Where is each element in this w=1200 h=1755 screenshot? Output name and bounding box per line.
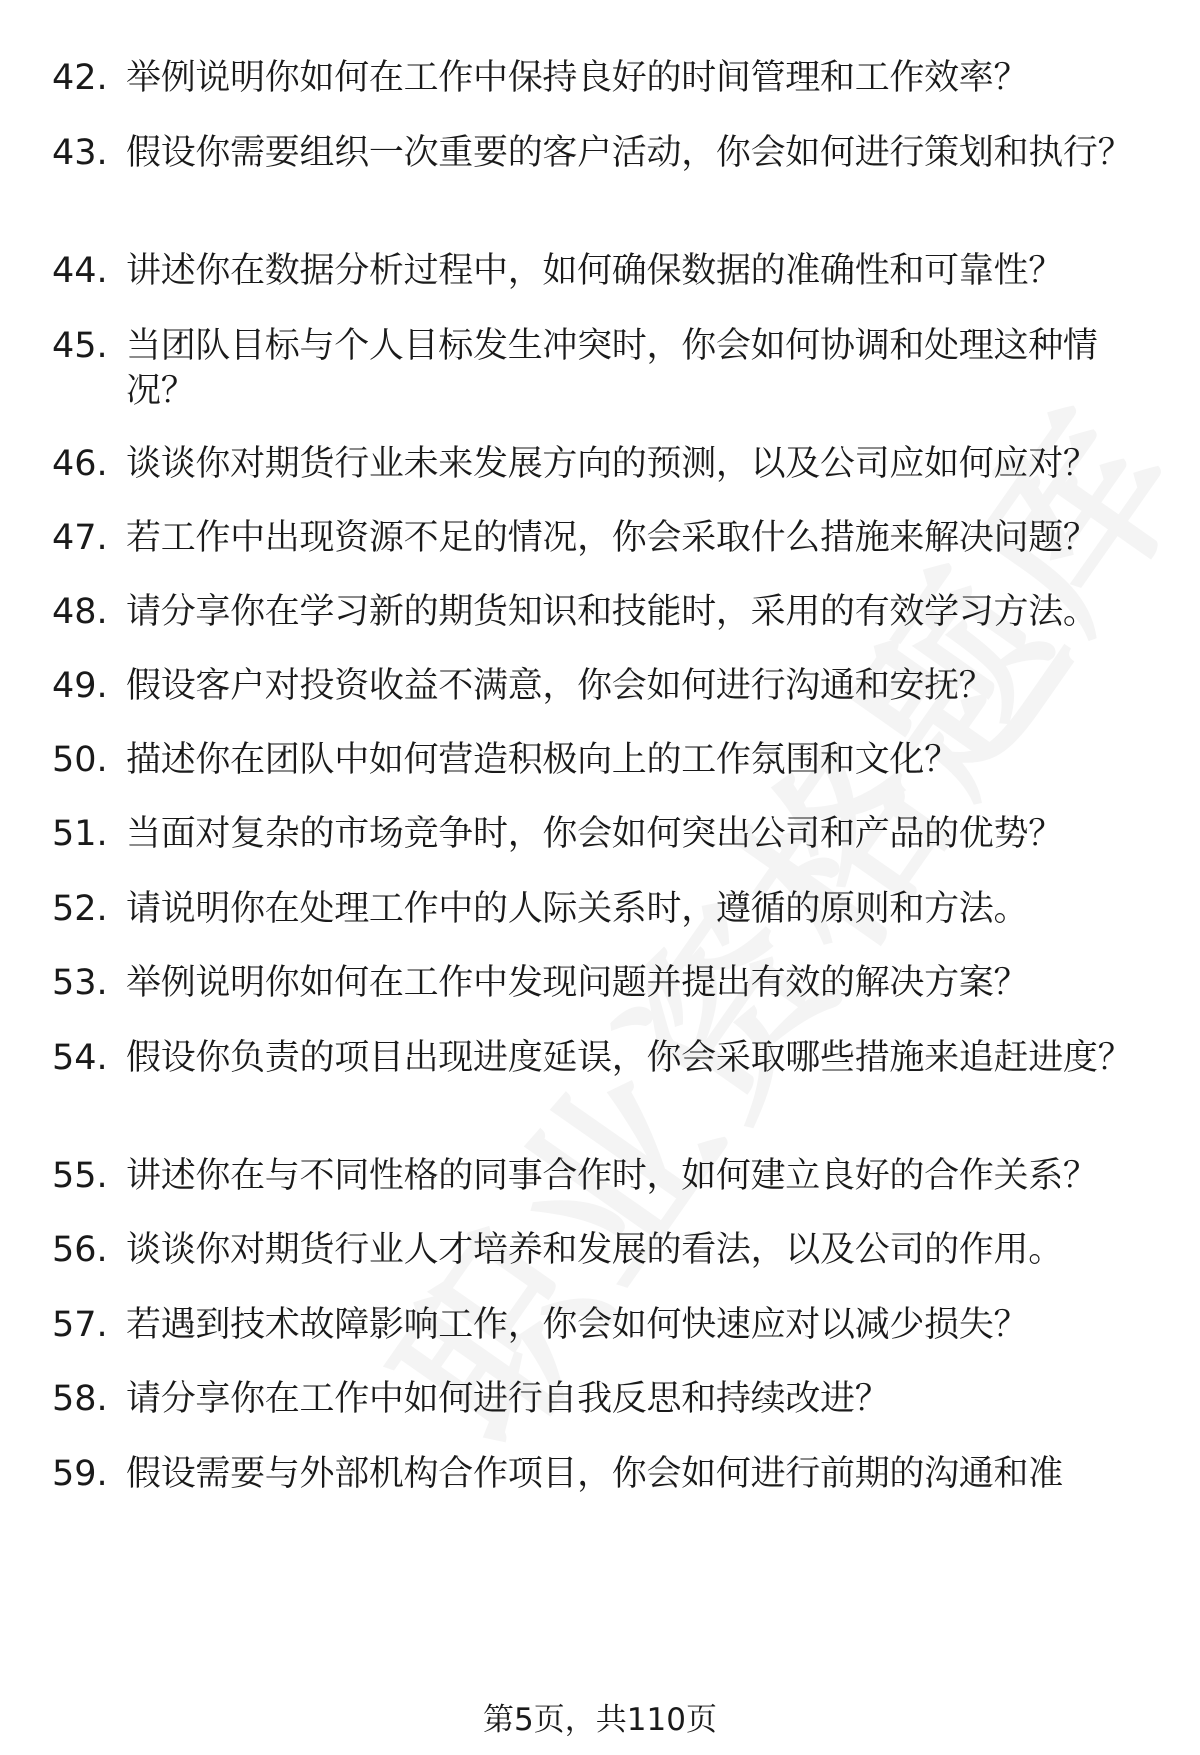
question-text: 举例说明你如何在工作中保持良好的时间管理和工作效率？ xyxy=(126,58,1029,98)
question-text: 举例说明你如何在工作中发现问题并提出有效的解决方案？ xyxy=(126,963,1029,1003)
question-text: 当面对复杂的市场竞争时，你会如何突出公司和产品的优势？ xyxy=(126,814,1063,854)
page-number-footer: 第5页，共110页 xyxy=(483,1702,717,1738)
question-text: 谈谈你对期货行业人才培养和发展的看法，以及公司的作用。 xyxy=(126,1230,1063,1270)
question-number: 48. xyxy=(52,592,108,632)
question-number: 47. xyxy=(52,518,108,558)
question-text: 讲述你在数据分析过程中，如何确保数据的准确性和可靠性？ xyxy=(126,251,1063,291)
question-number: 54. xyxy=(52,1038,108,1078)
question-number: 58. xyxy=(52,1379,108,1419)
question-text: 假设你需要组织一次重要的客户活动，你会如何进行策划和执行？ xyxy=(126,133,1133,173)
question-text: 若工作中出现资源不足的情况，你会采取什么措施来解决问题？ xyxy=(126,518,1098,558)
question-text: 假设客户对投资收益不满意，你会如何进行沟通和安抚？ xyxy=(126,666,994,706)
question-text: 谈谈你对期货行业未来发展方向的预测，以及公司应如何应对？ xyxy=(126,444,1098,484)
question-text: 请分享你在工作中如何进行自我反思和持续改进？ xyxy=(126,1379,890,1419)
question-text: 请分享你在学习新的期货知识和技能时，采用的有效学习方法。 xyxy=(126,592,1098,632)
question-text: 若遇到技术故障影响工作，你会如何快速应对以减少损失？ xyxy=(126,1305,1029,1345)
question-number: 53. xyxy=(52,963,108,1003)
question-number: 52. xyxy=(52,889,108,929)
question-number: 51. xyxy=(52,814,108,854)
question-number: 50. xyxy=(52,740,108,780)
question-text: 假设需要与外部机构合作项目，你会如何进行前期的沟通和准 xyxy=(126,1454,1063,1494)
question-number: 45. xyxy=(52,326,108,366)
question-number: 56. xyxy=(52,1230,108,1270)
question-number: 46. xyxy=(52,444,108,484)
question-text: 描述你在团队中如何营造积极向上的工作氛围和文化？ xyxy=(126,740,959,780)
question-number: 44. xyxy=(52,251,108,291)
question-number: 59. xyxy=(52,1454,108,1494)
question-number: 57. xyxy=(52,1305,108,1345)
question-number: 42. xyxy=(52,58,108,98)
question-text: 假设你负责的项目出现进度延误，你会采取哪些措施来追赶进度？ xyxy=(126,1038,1133,1078)
question-text: 讲述你在与不同性格的同事合作时，如何建立良好的合作关系？ xyxy=(126,1156,1098,1196)
question-text: 当团队目标与个人目标发生冲突时，你会如何协调和处理这种情况？ xyxy=(126,326,1098,411)
question-number: 49. xyxy=(52,666,108,706)
question-text: 请说明你在处理工作中的人际关系时，遵循的原则和方法。 xyxy=(126,889,1029,929)
question-number: 43. xyxy=(52,133,108,173)
question-number: 55. xyxy=(52,1156,108,1196)
